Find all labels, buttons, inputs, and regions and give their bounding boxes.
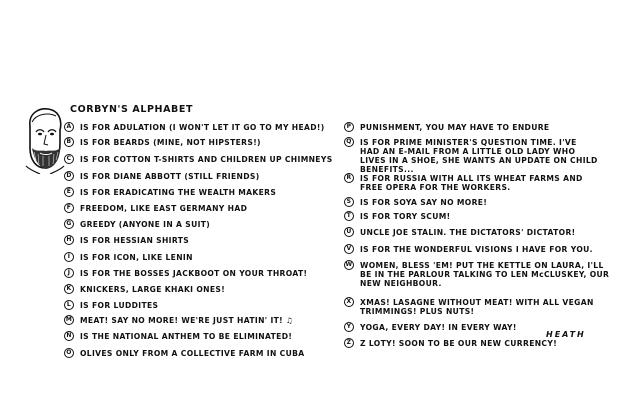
letter-badge: P: [344, 122, 354, 132]
entry-text: IS FOR THE BOSSES JACKBOOT ON YOUR THROAT!: [80, 269, 308, 278]
cartoon-title: CORBYN'S ALPHABET: [70, 104, 194, 115]
entry-text: IS FOR HESSIAN SHIRTS: [80, 236, 190, 245]
letter-badge: U: [344, 227, 354, 237]
letter-badge: N: [64, 331, 74, 341]
entry-text: UNCLE JOE STALIN. THE DICTATORS' DICTATOR!: [360, 228, 576, 237]
letter-badge: G: [64, 219, 74, 229]
entry-text: IS FOR TORY SCUM!: [360, 212, 451, 221]
letter-badge: O: [64, 348, 74, 358]
alphabet-entry-a: [64, 123, 325, 132]
letter-badge: C: [64, 154, 74, 164]
entry-text: IS FOR SOYA SAY NO MORE!: [360, 198, 488, 207]
letter-badge: M: [65, 316, 73, 323]
alphabet-entry-v: [344, 245, 593, 254]
entry-text: IS FOR RUSSIA WITH ALL ITS WHEAT FARMS AND FREE OPERA FOR THE WORKERS.: [360, 174, 583, 192]
alphabet-entry-t: [344, 212, 450, 221]
artist-signature: HEATH: [546, 330, 586, 339]
alphabet-entry-x: [344, 298, 594, 316]
letter-badge: K: [64, 284, 74, 294]
entry-text: GREEDY (ANYONE IN A SUIT): [80, 220, 211, 229]
letter-badge: Y: [344, 322, 354, 332]
alphabet-entry-j: [64, 269, 307, 278]
entry-text: IS FOR ICON, LIKE LENIN: [80, 253, 193, 262]
entry-text: KNICKERS, LARGE KHAKI ONES!: [80, 285, 226, 294]
letter-badge: L: [64, 300, 74, 310]
alphabet-entry-g: [64, 220, 210, 229]
letter-badge: T: [344, 211, 354, 221]
alphabet-entry-k: [64, 285, 225, 294]
alphabet-entry-f: [64, 204, 247, 213]
entry-text: IS FOR DIANE ABBOTT (STILL FRIENDS): [80, 172, 260, 181]
letter-badge: E: [64, 187, 74, 197]
alphabet-entry-z: [344, 339, 557, 348]
entry-text: OLIVES ONLY FROM A COLLECTIVE FARM IN CUBA: [80, 349, 305, 358]
letter-badge: X: [344, 297, 354, 307]
entry-text: FREEDOM, LIKE EAST GERMANY HAD: [80, 204, 248, 213]
entry-text: IS FOR PRIME MINISTER'S QUESTION TIME. I'VE HAD AN E-MAIL FROM A LITTLE OLD LADY WHO LIVES IN A SHOE, SHE WANTS AN UPDATE ON CHILD BENEFITS...: [360, 138, 598, 174]
letter-badge: V: [344, 244, 354, 254]
entry-text: IS FOR ADULATION (I WON'T LET IT GO TO MY HEAD!): [80, 123, 325, 132]
letter-badge: Z: [344, 338, 354, 348]
entry-text: IS FOR LUDDITES: [80, 301, 159, 310]
corbyn-portrait: [18, 104, 68, 174]
alphabet-entry-i: [64, 253, 193, 262]
alphabet-entry-p: [344, 123, 549, 132]
alphabet-entry-y: [344, 323, 517, 332]
letter-badge: J: [64, 268, 74, 278]
letter-badge: D: [64, 171, 74, 181]
letter-badge: H: [64, 235, 74, 245]
entry-text: IS FOR ERADICATING THE WEALTH MAKERS: [80, 188, 277, 197]
alphabet-entry-e: [64, 188, 276, 197]
entry-text: YOGA, EVERY DAY! IN EVERY WAY!: [360, 323, 517, 332]
letter-badge: A: [64, 122, 74, 132]
alphabet-entry-w: [344, 261, 609, 288]
alphabet-entry-d: [64, 172, 260, 181]
letter-badge: W: [345, 261, 353, 268]
entry-text: XMAS! LASAGNE WITHOUT MEAT! WITH ALL VEGAN TRIMMINGS! PLUS NUTS!: [360, 298, 594, 316]
alphabet-entry-u: [344, 228, 575, 237]
alphabet-entry-c: [64, 155, 333, 164]
entry-text: IS FOR THE WONDERFUL VISIONS I HAVE FOR YOU.: [360, 245, 593, 254]
alphabet-entry-q: [344, 138, 598, 174]
entry-text: IS FOR BEARDS (MINE, NOT HIPSTERS!): [80, 138, 261, 147]
alphabet-entry-o: [64, 349, 304, 358]
alphabet-entry-r: [344, 174, 583, 192]
letter-badge: F: [64, 203, 74, 213]
entry-text: MEAT! SAY NO MORE! WE'RE JUST HATIN' IT! ♫: [80, 316, 294, 325]
alphabet-entry-l: [64, 301, 158, 310]
alphabet-entry-b: [64, 138, 261, 147]
alphabet-entry-n: [64, 332, 292, 341]
entry-text: Z LOTY! SOON TO BE OUR NEW CURRENCY!: [360, 339, 558, 348]
alphabet-entry-h: [64, 236, 189, 245]
entry-text: IS FOR COTTON T-SHIRTS AND CHILDREN UP CHIMNEYS: [80, 155, 333, 164]
entry-text: PUNISHMENT, YOU MAY HAVE TO ENDURE: [360, 123, 550, 132]
letter-badge: B: [64, 137, 74, 147]
alphabet-entry-s: [344, 198, 487, 207]
entry-text: IS THE NATIONAL ANTHEM TO BE ELIMINATED!: [80, 332, 293, 341]
letter-badge: I: [64, 252, 74, 262]
letter-badge: R: [344, 173, 354, 183]
letter-badge: S: [344, 197, 354, 207]
letter-badge: Q: [344, 137, 354, 147]
entry-text: WOMEN, BLESS 'EM! PUT THE KETTLE ON LAURA, I'LL BE IN THE PARLOUR TALKING TO LEN McCLUSKEY, OUR NEW NEIGHBOUR.: [360, 261, 610, 288]
alphabet-entry-m: [64, 316, 293, 325]
